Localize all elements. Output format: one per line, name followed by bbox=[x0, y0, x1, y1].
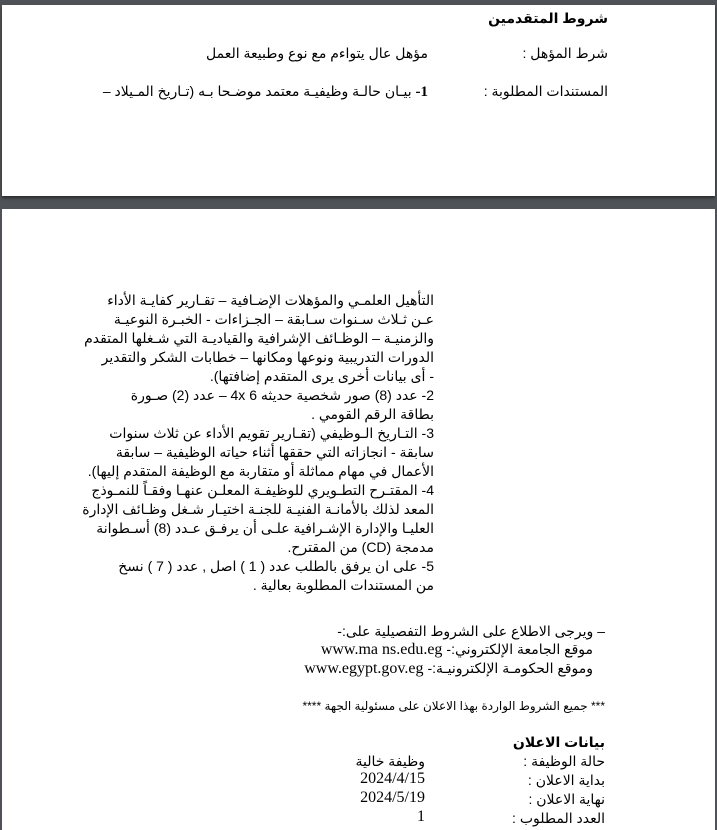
body-line: المعد لذلك بالأمانـة الفنيـة للجنـة اختيـار شـغل وظـائف الإدارة bbox=[82, 501, 434, 517]
announcement-row bbox=[275, 810, 605, 828]
university-site-row bbox=[321, 641, 593, 659]
government-site-link[interactable]: www.egypt.gov.eg bbox=[304, 660, 424, 677]
body-line: 3- التـاريخ الـوظيفي (تقـارير تقويم الأداء عن ثلاث سنوات bbox=[109, 425, 434, 441]
announcement-title: بيانات الاعلان bbox=[512, 734, 605, 750]
body-line: 4- المقتـرح التطـويري للوظيفـة المعلـن عنهـا وفقـاً للنمـوذج bbox=[91, 482, 434, 498]
body-line: والزمنيـة – الوظـائف الإشرافية والقياديـة التي شـغلها المتقدم bbox=[84, 330, 434, 346]
body-line: العليـا والإدارة الإشـرافية علـى أن يرفـق عـدد (8) أسـطوانة bbox=[96, 520, 434, 536]
body-line: مدمجة (CD) من المقترح. bbox=[287, 539, 434, 555]
announcement-row bbox=[275, 791, 605, 809]
body-line: - أى بيانات أخرى يرى المتقدم إضافتها). bbox=[209, 368, 434, 384]
body-line: من المستندات المطلوبة بعالية . bbox=[252, 577, 434, 593]
body-line: بطاقة الرقم القومي . bbox=[311, 406, 434, 422]
announcement-row-value: 1 bbox=[417, 808, 425, 825]
qualification-value: مؤهل عال يتواءم مع نوع وطبيعة العمل bbox=[206, 45, 428, 61]
body-line: التأهيل العلمـي والمؤهلات الإضـافية – تقـارير كفايـة الأداء bbox=[107, 292, 434, 308]
university-site-link[interactable]: www.ma ns.edu.eg bbox=[320, 641, 443, 658]
documents-item-1-text: بيـان حالـة وظيفيـة معتمد موضـحا بـه (تـاريخ المـيلاد – bbox=[102, 83, 412, 99]
section-title-applicant-conditions: شروط المتقدمين bbox=[488, 10, 608, 26]
announcement-row-label: العدد المطلوب : bbox=[512, 810, 605, 826]
documents-label: المستندات المطلوبة : bbox=[483, 83, 608, 99]
documents-item-1 bbox=[103, 83, 428, 101]
document-page-2 bbox=[2, 209, 715, 830]
government-site-row bbox=[304, 660, 593, 678]
disclaimer: *** جميع الشروط الواردة بهذا الاعلان على مسئولية الجهة **** bbox=[302, 699, 605, 713]
announcement-row-value: وظيفة خالية bbox=[355, 753, 425, 769]
documents-item-1-number: 1- bbox=[415, 84, 428, 100]
body-line: 5- على ان يرفق بالطلب عدد ( 1 ) اصل , عدد ( 7 ) نسخ bbox=[118, 558, 434, 574]
documents-list-continued bbox=[82, 291, 434, 595]
government-site-label: وموقع الحكومـة الإلكترونيـة:- bbox=[427, 660, 593, 676]
links-intro: – ويرجى الاطلاع على الشروط التفصيلية على:- bbox=[337, 623, 605, 639]
announcement-row bbox=[275, 753, 605, 771]
university-site-label: موقع الجامعة الإلكتروني:- bbox=[446, 641, 593, 657]
announcement-row-value: 2024/4/15 bbox=[360, 770, 425, 787]
announcement-row bbox=[275, 772, 605, 790]
body-line: الأعمال في مهام مماثلة أو متقاربة مع الوظيفة المتقدم إليها). bbox=[87, 463, 434, 479]
body-line: 2- عدد (8) صور شخصية حديثه 4x 6 – عدد (2) صـورة bbox=[130, 387, 434, 403]
announcement-row-label: بداية الاعلان : bbox=[527, 772, 605, 788]
announcement-row-label: نهاية الاعلان : bbox=[528, 791, 605, 807]
announcement-row-value: 2024/5/19 bbox=[360, 789, 425, 806]
body-line: سابقة - انجازاته التي حققها أثناء حياته الوظيفية – سابقة bbox=[115, 444, 434, 460]
announcement-row-label: حالة الوظيفة : bbox=[523, 753, 605, 769]
document-page-1 bbox=[2, 5, 715, 196]
body-line: عـن ثـلاث سـنوات سـابقة – الجـزاءات - الخبـرة النوعيـة bbox=[113, 311, 434, 327]
body-line: الدورات التدريبية ونوعها ومكانها – خطابات الشكر والتقدير bbox=[101, 349, 434, 365]
qualification-label: شرط المؤهل : bbox=[522, 45, 608, 61]
